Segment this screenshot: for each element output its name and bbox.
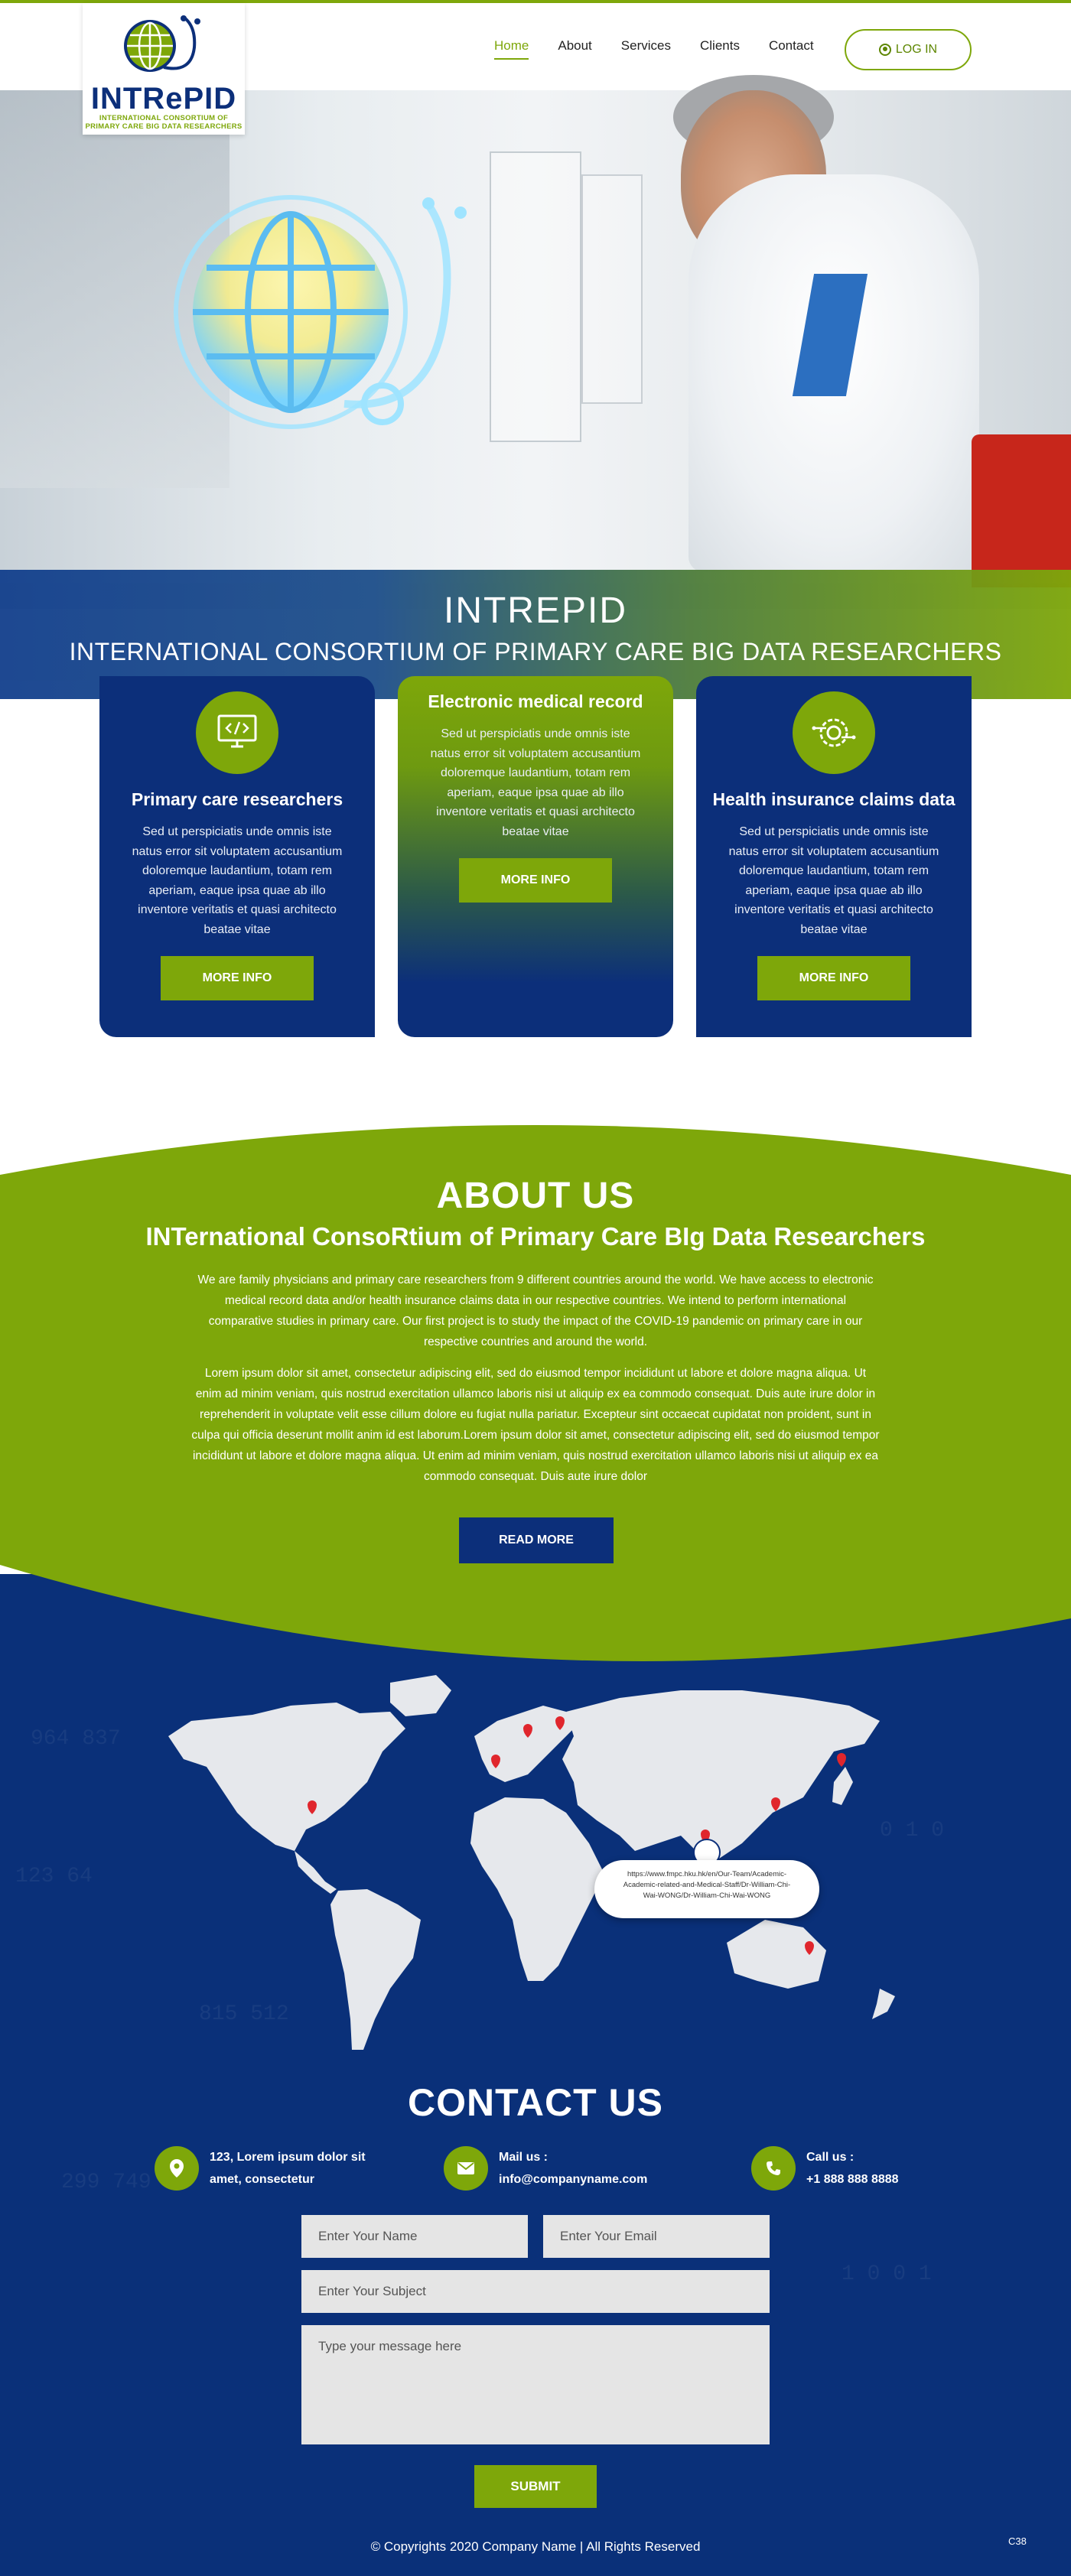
map-central-america [295,1851,337,1894]
footer-code: C38 [1008,2535,1027,2547]
email-field[interactable]: Enter Your Email [543,2215,770,2258]
card-text: Sed ut perspiciatis unde omnis iste natus error sit voluptatem accusantium doloremque laudantium, totam rem aperiam, eaque ipsa quae ab illo inventore veritatis et quasi architecto beatae vitae [728,825,939,936]
watermark-digits: 815 512 [199,2002,289,2026]
watermark-digits: 964 837 [31,1727,121,1751]
card-icon-circle [793,691,875,774]
contact-address-text: 123, Lorem ipsum dolor sit amet, consectetur [210,2151,366,2186]
about-paragraph-1: We are family physicians and primary care researchers from 9 different countries around the world. We have access to electronic medical record data and/or health insurance claims data in our respective countries. We intend to perform international comparative studies in primary care. Our first project is to study the impact of the COVID-19 pandemic on primary care in our respective countries and around the world. [197,1273,874,1348]
message-textarea[interactable]: Type your message here [301,2325,770,2444]
logo[interactable] [83,3,245,135]
more-info-button[interactable]: MORE INFO [757,956,910,1000]
more-info-button[interactable]: MORE INFO [161,956,314,1000]
map-africa [470,1797,604,1981]
logo-subtitle-2: PRIMARY CARE BIG DATA RESEARCHERS [85,122,243,131]
mail-value[interactable]: info@companyname.com [499,2173,648,2186]
about-section [0,1121,1071,1703]
mail-label: Mail us : [499,2151,549,2164]
more-info-button[interactable]: MORE INFO [459,858,612,903]
card-icon-circle [196,691,278,774]
call-label: Call us : [806,2151,855,2164]
phone-icon [751,2146,796,2191]
watermark-digits: 1 0 0 1 [842,2262,932,2286]
about-subtitle: INTernational ConsoRtium of Primary Care BIg Data Researchers [145,1222,926,1251]
nav-contact[interactable]: Contact [768,38,814,53]
nav-about[interactable]: About [558,38,592,53]
hero [0,90,1071,665]
contact-phone-text [806,2146,899,2191]
login-label: LOG IN [895,43,938,56]
location-pin-icon [837,1753,846,1767]
card-text: Sed ut perspiciatis unde omnis iste natus error sit voluptatem accusantium doloremque laudantium, totam rem aperiam, eaque ipsa quae ab illo inventore veritatis et quasi architecto beatae vitae [132,825,343,936]
map-australia [727,1920,826,1989]
contact-address [155,2146,369,2191]
contact-mail-text [499,2146,647,2191]
contact-title: CONTACT US [407,2081,664,2124]
service-cards [99,676,972,1037]
watermark-digits: 299 749 [61,2171,151,2194]
submit-button[interactable]: SUBMIT [474,2465,597,2508]
main-nav [494,38,843,60]
contact-mail [444,2146,658,2191]
card-title: Electronic medical record [428,691,643,711]
watermark-digits: 123 64 [15,1865,93,1888]
subject-field[interactable]: Enter Your Subject [301,2270,770,2313]
data-gear-icon [811,711,857,754]
card-primary-care [99,676,375,1037]
watermark-digits: 0 1 0 [880,1819,945,1843]
read-more-button[interactable]: READ MORE [459,1517,614,1563]
map-greenland [390,1675,451,1716]
envelope-icon [444,2146,488,2191]
about-title: ABOUT US [436,1176,635,1216]
about-paragraph-2: Lorem ipsum dolor sit amet, consectetur adipiscing elit, sed do eiusmod tempor incididunt ut labore et dolore magna aliqua. Ut enim ad minim veniam, quis nostrud exercitation ullamco laboris nisi ut aliquip ex ea commodo consequat. Duis aute irure dolor in reprehenderit in voluptate velit esse cillum dolore eu fugiat nulla pariatur. Excepteur sint occaecat cupidatat non proident, sunt in culpa qui officia deserunt mollit anim id est laborum.Lorem ipsum dolor sit amet, consectetur adipiscing elit, sed do eiusmod tempor incididunt ut labore et dolore magna aliqua. Ut enim ad minim veniam, quis nostrud exercitation ullamco laboris nisi ut aliquip ex ea commodo consequat. Duis aute irure dolor [191,1367,880,1483]
card-health-insurance-claims [696,676,972,1037]
card-title: Primary care researchers [131,789,343,809]
hero-lab-equipment-2 [581,174,643,404]
nav-clients[interactable]: Clients [699,38,740,53]
hero-red-chair [972,434,1071,587]
logo-subtitle-1: INTERNATIONAL CONSORTIUM OF [99,114,229,122]
hero-lab-equipment [490,151,581,442]
map-new-zealand [872,1989,895,2019]
login-button[interactable] [845,29,972,70]
map-north-america [168,1703,405,1851]
card-electronic-medical-record [398,676,673,1037]
logo-name: INTRePID [90,82,237,115]
card-title: Health insurance claims data [712,789,955,809]
card-text: Sed ut perspiciatis unde omnis iste natus error sit voluptatem accusantium doloremque laudantium, totam rem aperiam, eaque ipsa quae ab illo inventore veritatis et quasi architecto beatae vitae [430,727,641,838]
globe-stethoscope-logo-icon [118,12,210,78]
location-icon [155,2146,199,2191]
name-field[interactable]: Enter Your Name [301,2215,528,2258]
nav-home[interactable]: Home [494,38,529,60]
nav-services[interactable]: Services [620,38,671,53]
glowing-globe-icon [176,182,497,457]
contact-phone [751,2146,950,2191]
map-south-america [330,1889,421,2050]
map-tooltip[interactable]: https://www.fmpc.hku.hk/en/Our-Team/Academic-Academic-related-and-Medical-Staff/Dr-William-Chi-Wai-WONG/Dr-William-Chi-Wai-WONG [594,1860,819,1918]
map-japan [832,1767,853,1805]
footer-copyright: © Copyrights 2020 Company Name | All Rights Reserved [370,2539,701,2554]
map-asia [562,1690,880,1859]
hero-title: INTREPID [443,590,627,631]
computer-code-icon [214,711,260,754]
hero-subtitle: INTERNATIONAL CONSORTIUM OF PRIMARY CARE BIG DATA RESEARCHERS [69,638,1002,665]
call-value[interactable]: +1 888 888 8888 [806,2173,899,2186]
user-icon [879,44,891,56]
